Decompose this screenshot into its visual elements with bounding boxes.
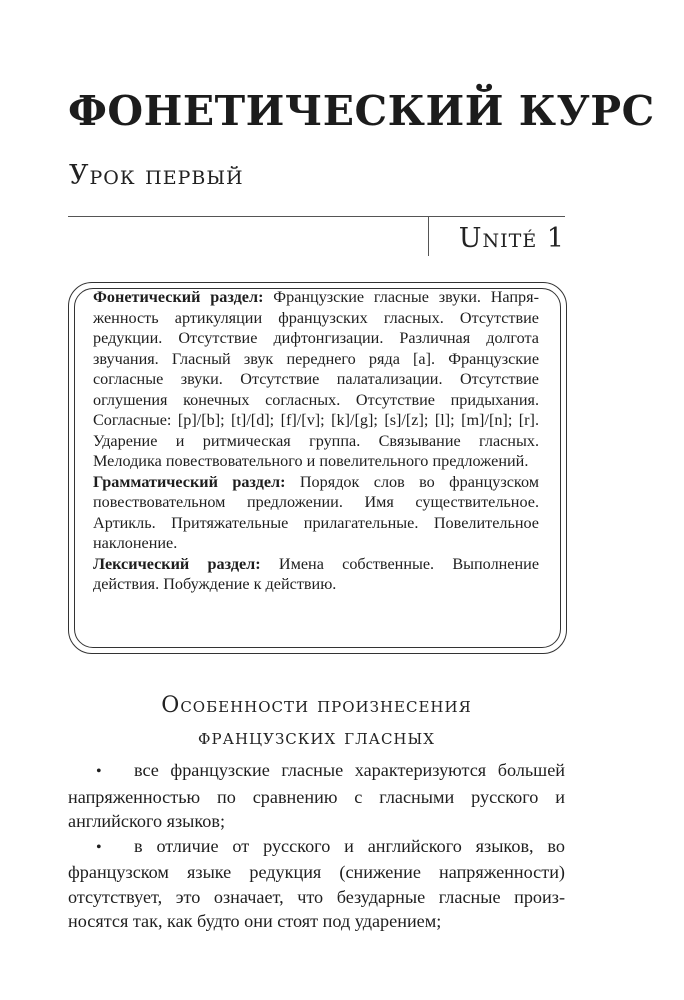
phonetic-section-text: Французские гласные звуки. Напряженность артикуляции французских гласных. Отсутствие редукции. Отсутствие дифтонгизации. Различная долгота звучания. Гласный звук переднего ряда [a]. Французские согласные звуки. Отсутствие палатализации. Отсутствие оглушения конечных согласных. Отсутствие придыхания. Согласные: [p]/[b]; [t]/[d]; [f]/[v]; [k]/[g]; [s]/[z]; [l]; [m]/[n]; [r]. Ударение и ритмическая группа. Связывание гласных. Мелодика повествовательного и повелительного предложений. bbox=[93, 288, 539, 470]
section-heading bbox=[68, 690, 565, 754]
phonetic-section-label: Фонетический раздел: bbox=[93, 288, 264, 306]
phonetic-section bbox=[93, 287, 539, 472]
course-title: ФОНЕТИЧЕСКИЙ КУРС bbox=[68, 87, 655, 135]
grammar-section-text: Порядок слов во французском повествовательном предложении. Имя существительное. Артикль. Притяжательные прилагательные. Повелительное наклонение. bbox=[93, 472, 539, 552]
vowel-features-list bbox=[68, 758, 565, 934]
grammar-section bbox=[93, 472, 539, 554]
section-heading-line-2: французских гласных bbox=[198, 725, 435, 750]
bullet-icon: • bbox=[96, 838, 102, 856]
list-item-text: в отличие от русского и английского языков, во французском языке редукция (снижение напряженности) отсутствует, это означает, что безударные гласные произносятся так, как будто они стоят под ударением; bbox=[68, 835, 565, 931]
bullet-icon: • bbox=[96, 763, 102, 780]
header-rule bbox=[68, 216, 565, 217]
lexical-section-label: Лексический раздел: bbox=[93, 554, 261, 573]
grammar-section-label: Грамматический раздел: bbox=[93, 472, 286, 491]
unit-divider bbox=[428, 216, 429, 256]
list-item-text: все французские гласные характеризуются большей напряженностью по сравнению с гласными русского и английского языков; bbox=[68, 760, 565, 831]
unit-label: Unité 1 bbox=[458, 223, 565, 254]
list-item bbox=[68, 834, 565, 934]
lesson-outline-text bbox=[93, 287, 539, 595]
section-heading-line-1: Особенности произнесения bbox=[161, 693, 472, 718]
lexical-section bbox=[93, 554, 539, 595]
lesson-title: Урок первый bbox=[69, 160, 244, 191]
list-item bbox=[68, 758, 565, 834]
lexical-section-text: Имена собственные. Выполнение действия. Побуждение к действию. bbox=[93, 554, 540, 593]
